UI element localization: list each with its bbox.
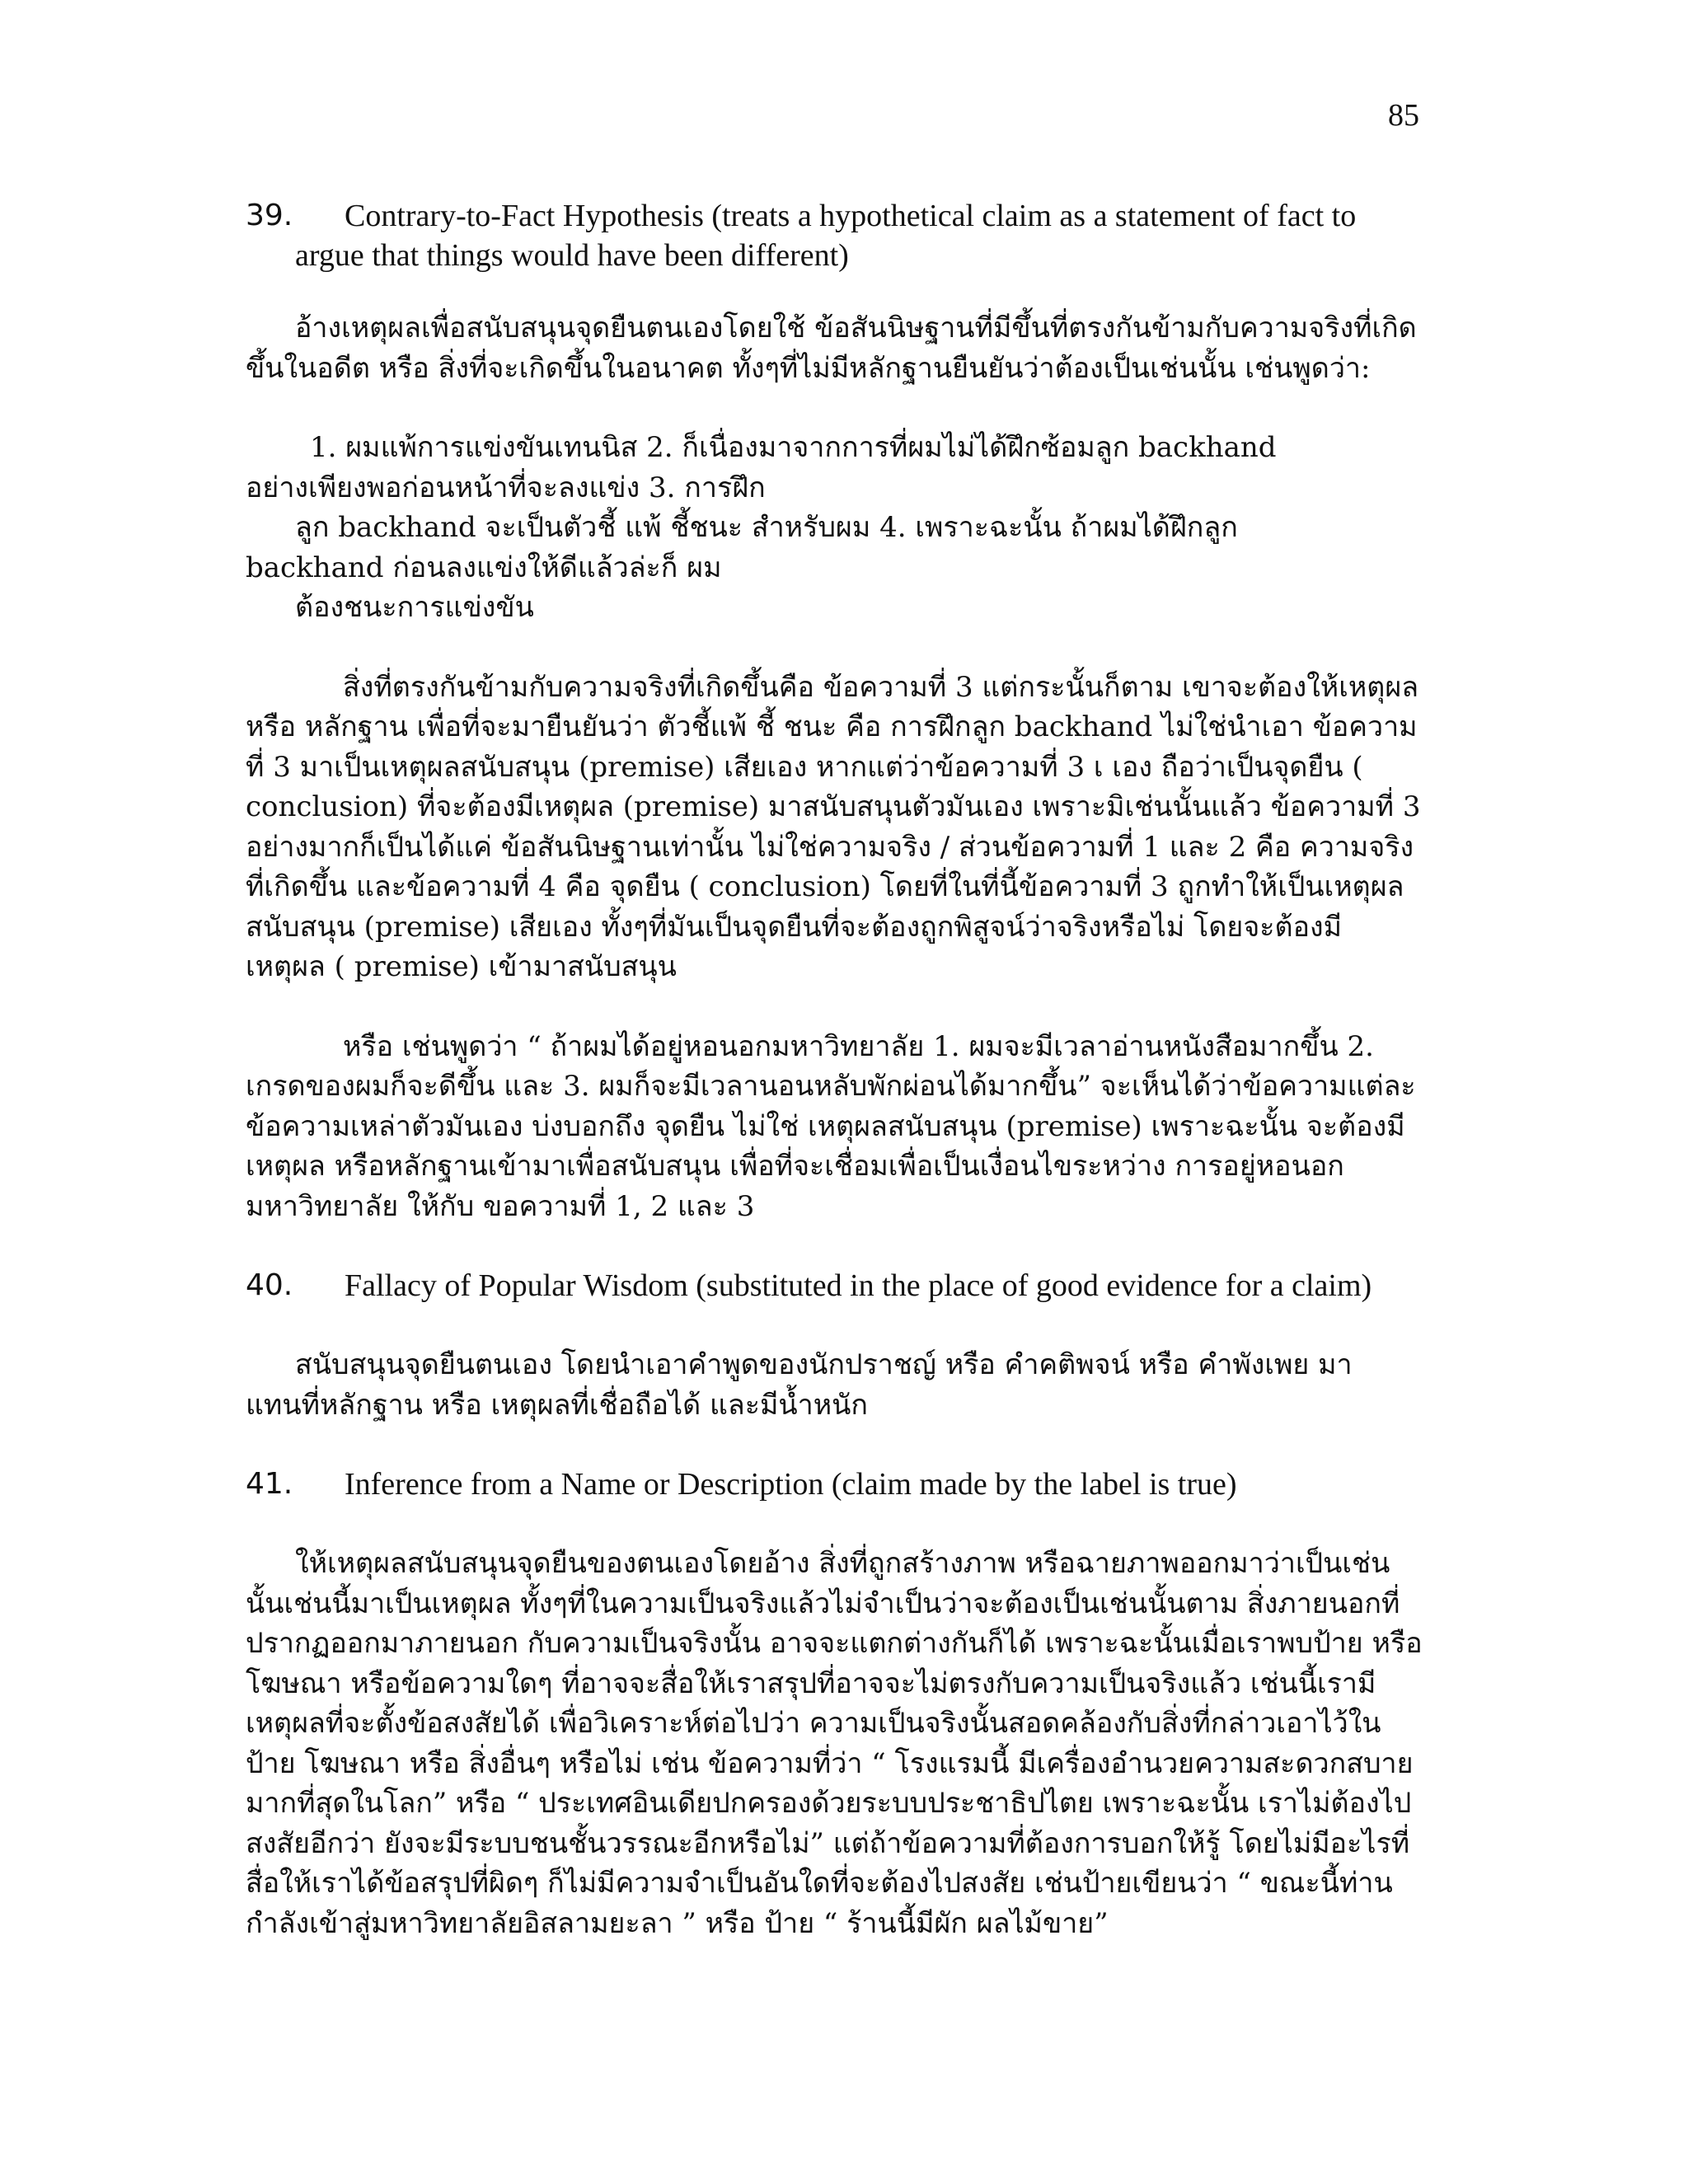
example-line-2: อย่างเพียงพอก่อนหน้าที่จะลงแข่ง 3. การฝึก bbox=[246, 471, 766, 504]
section-39-example bbox=[246, 428, 1424, 628]
section-39-heading bbox=[246, 196, 1424, 275]
section-41-number: 41. bbox=[246, 1467, 293, 1501]
section-39-title-line2: argue that things would have been different) bbox=[295, 238, 849, 273]
section-40-paragraph: สนับสนุนจุดยืนตนเอง โดยนำเอาคำพูดของนักปราชญ์ หรือ คำคติพจน์ หรือ คำพังเพย มาแทนที่หลักฐาน หรือ เหตุผลที่เชื่อถือได้ และมีน้ำหนัก bbox=[246, 1348, 1353, 1422]
page-number: 85 bbox=[1388, 98, 1419, 133]
section-41-paragraph: ให้เหตุผลสนับสนุนจุดยืนของตนเองโดยอ้าง สิ่งที่ถูกสร้างภาพ หรือฉายภาพออกมาว่าเป็นเช่นนั้นเช่นนี้มาเป็นเหตุผล ทั้งๆที่ในความเป็นจริงแล้วไม่จำเป็นว่าจะต้องเป็นเช่นนั้นตาม สิ่งภายนอกที่ปรากฏออกมาภายนอก กับความเป็นจริงนั้น อาจจะแตกต่างกันก็ได้ เพราะฉะนั้นเมื่อเราพบป้าย หรือโฆษณา หรือข้อความใดๆ ที่อาจจะสื่อให้เราสรุปที่อาจจะไม่ตรงกับความเป็นจริงแล้ว เช่นนี้เรามีเหตุผลที่จะตั้งข้อสงสัยได้ เพื่อวิเคราะห์ต่อไปว่า ความเป็นจริงนั้นสอดคล้องกับสิ่งที่กล่าวเอาไว้ในป้าย โฆษณา หรือ สิ่งอื่นๆ หรือไม่ เช่น ข้อความที่ว่า “ โรงแรมนี้ มีเครื่องอำนวยความสะดวกสบายมากที่สุดในโลก” หรือ “ ประเทศอินเดียปกครองด้วยระบบประชาธิปไตย เพราะฉะนั้น เราไม่ต้องไปสงสัยอีกว่า ยังจะมีระบบชนชั้นวรรณะอีกหรือไม่” แต่ถ้าข้อความที่ต้องการบอกให้รู้ โดยไม่มีอะไรที่สื่อให้เราได้ข้อสรุปที่ผิดๆ ก็ไม่มีความจำเป็นอันใดที่จะต้องไปสงสัย เช่นป้ายเขียนว่า “ ขณะนี้ท่านกำลังเข้าสู่มหาวิทยาลัยอิสลามยะลา ” หรือ ป้าย “ ร้านนี้มีผัก ผลไม้ขาย” bbox=[246, 1547, 1423, 1940]
section-39-title-line1: Contrary-to-Fact Hypothesis (treats a hypothetical claim as a statement of fact to bbox=[345, 199, 1357, 233]
section-41-heading bbox=[246, 1465, 1424, 1504]
section-40-number: 40. bbox=[246, 1268, 293, 1302]
page-content bbox=[246, 196, 1424, 1943]
example-line-1: 1. ผมแพ้การแข่งขันเทนนิส 2. ก็เนื่องมาจากการที่ผมไม่ได้ฝึกซ้อมลูก backhand bbox=[310, 431, 1277, 464]
section-39-paragraph-1: อ้างเหตุผลเพื่อสนับสนุนจุดยืนตนเองโดยใช้ ข้อสันนิษฐานที่มีขึ้นที่ตรงกันข้ามกับความจริงที่เกิดขึ้นในอดีต หรือ สิ่งที่จะเกิดขึ้นในอนาคต ทั้งๆที่ไม่มีหลักฐานยืนยันว่าต้องเป็นเช่นนั้น เช่นพูดว่า: bbox=[246, 312, 1417, 385]
section-40-title: Fallacy of Popular Wisdom (substituted in the place of good evidence for a claim) bbox=[345, 1268, 1372, 1303]
section-41-title: Inference from a Name or Description (claim made by the label is true) bbox=[345, 1467, 1237, 1502]
example-line-5: ต้องชนะการแข่งขัน bbox=[295, 591, 534, 624]
example-line-3: ลูก backhand จะเป็นตัวชี้ แพ้ ชี้ชนะ สำหรับผม 4. เพราะฉะนั้น ถ้าผมได้ฝึกลูก bbox=[295, 511, 1238, 544]
section-39-paragraph-3: หรือ เช่นพูดว่า “ ถ้าผมได้อยู่หอนอกมหาวิทยาลัย 1. ผมจะมีเวลาอ่านหนังสือมากขึ้น 2. เกรดของผมก็จะดีขึ้น และ 3. ผมก็จะมีเวลานอนหลับพักผ่อนได้มากขึ้น” จะเห็นได้ว่าข้อความแต่ละข้อความเหล่าตัวมันเอง บ่งบอกถึง จุดยืน ไม่ใช่ เหตุผลสนับสนุน (premise) เพราะฉะนั้น จะต้องมีเหตุผล หรือหลักฐานเข้ามาเพื่อสนับสนุน เพื่อที่จะเชื่อมเพื่อเป็นเงื่อนไขระหว่าง การอยู่หอนอกมหาวิทยาลัย ให้กับ ขอความที่ 1, 2 และ 3 bbox=[246, 1029, 1416, 1223]
example-line-4: backhand ก่อนลงแข่งให้ดีแล้วล่ะก็ ผม bbox=[246, 551, 722, 584]
section-40-heading bbox=[246, 1266, 1424, 1305]
section-39-paragraph-2: สิ่งที่ตรงกันข้ามกับความจริงที่เกิดขึ้นคือ ข้อความที่ 3 แต่กระนั้นก็ตาม เขาจะต้องให้เหตุผล หรือ หลักฐาน เพื่อที่จะมายืนยันว่า ตัวชี้แพ้ ชี้ ชนะ คือ การฝึกลูก backhand ไม่ใช่นำเอา ข้อความที่ 3 มาเป็นเหตุผลสนับสนุน (premise) เสียเอง หากแต่ว่าข้อความที่ 3 เ เอง ถือว่าเป็นจุดยืน ( conclusion) ที่จะต้องมีเหตุผล (premise) มาสนับสนุนตัวมันเอง เพราะมิเช่นนั้นแล้ว ข้อความที่ 3 อย่างมากก็เป็นได้แค่ ข้อสันนิษฐานเท่านั้น ไม่ใช่ความจริง / ส่วนข้อความที่ 1 และ 2 คือ ความจริงที่เกิดขึ้น และข้อความที่ 4 คือ จุดยืน ( conclusion) โดยที่ในที่นี้ข้อความที่ 3 ถูกทำให้เป็นเหตุผลสนับสนุน (premise) เสียเอง ทั้งๆที่มันเป็นจุดยืนที่จะต้องถูกพิสูจน์ว่าจริงหรือไม่ โดยจะต้องมี เหตุผล ( premise) เข้ามาสนับสนุน bbox=[246, 670, 1421, 983]
section-39-number: 39. bbox=[246, 199, 293, 232]
